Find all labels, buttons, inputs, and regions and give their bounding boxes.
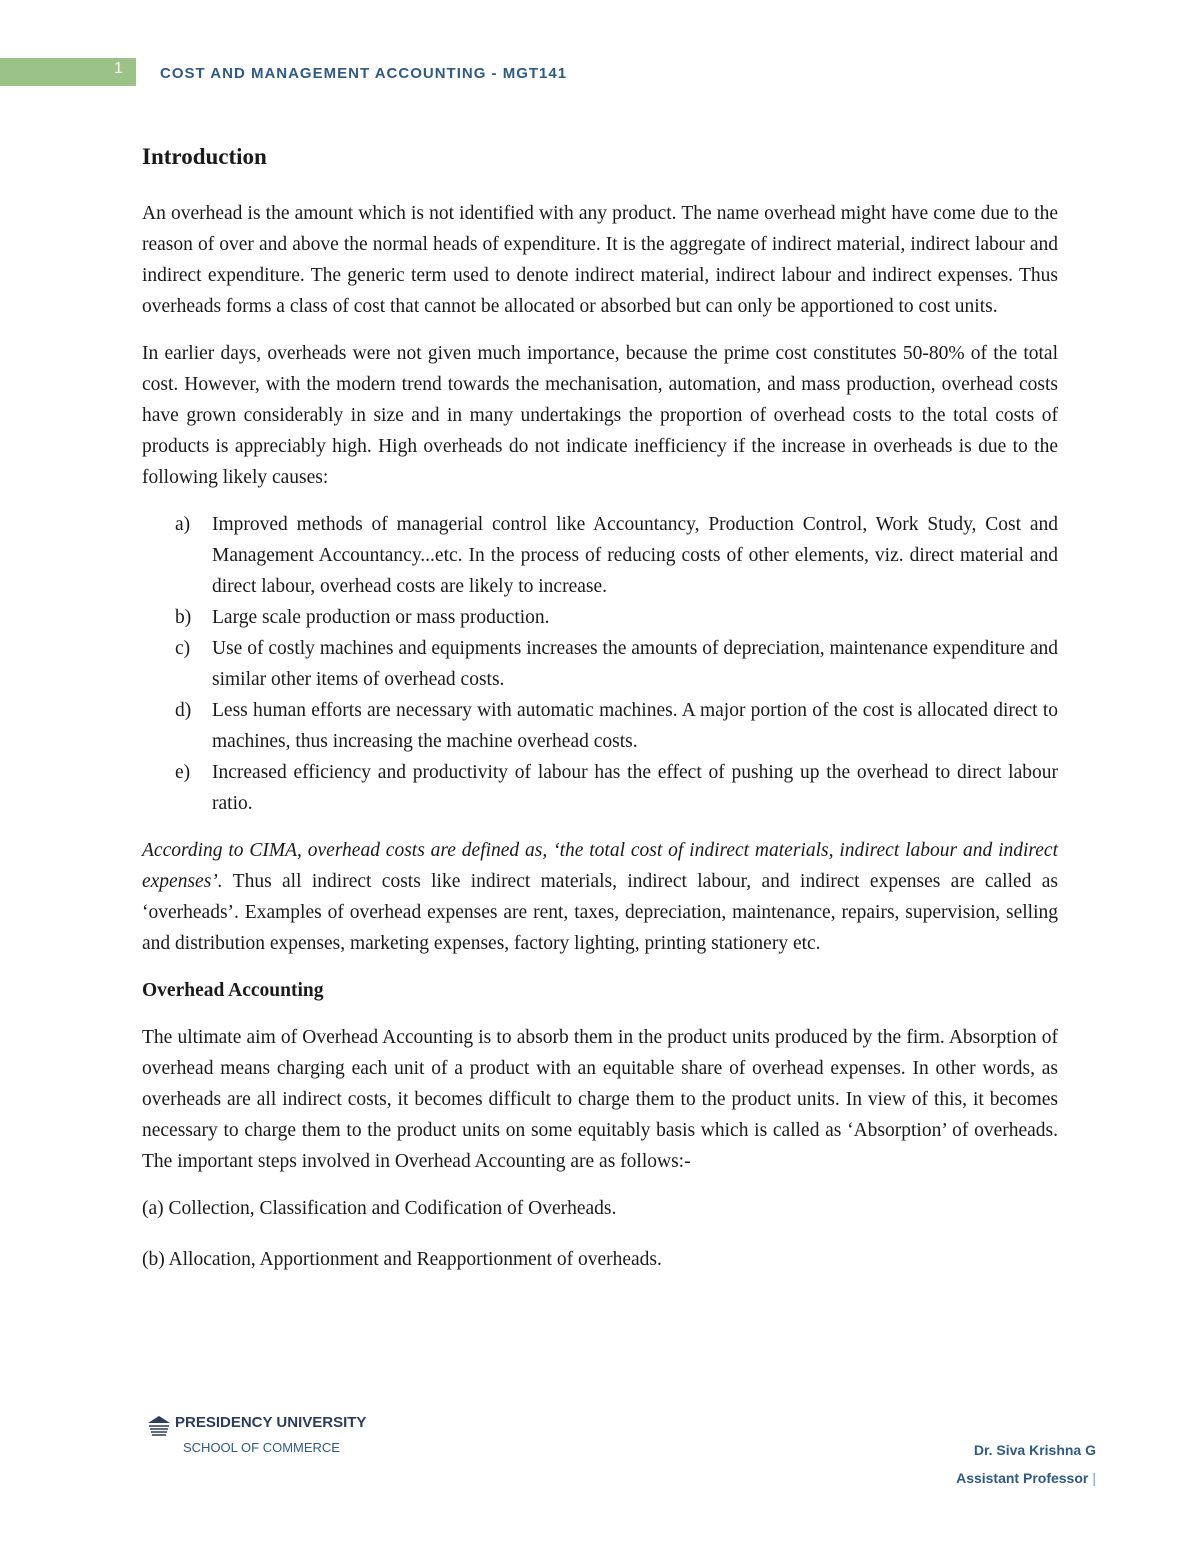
author-title-line bbox=[956, 1464, 1096, 1492]
list-item-text: Use of costly machines and equipments increases the amounts of depreciation, maintenance expenditure and similar other items of overhead costs. bbox=[212, 638, 1058, 690]
causes-list bbox=[142, 509, 1058, 819]
step-item: (b) Allocation, Apportionment and Reapportionment of overheads. bbox=[142, 1249, 662, 1270]
header-title: COST AND MANAGEMENT ACCOUNTING - MGT141 bbox=[160, 65, 568, 82]
list-item bbox=[142, 602, 1058, 633]
list-item-text: Large scale production or mass production. bbox=[212, 607, 550, 628]
section-heading-introduction: Introduction bbox=[142, 144, 267, 169]
list-marker: e) bbox=[175, 762, 191, 783]
footer-logo bbox=[145, 1412, 375, 1462]
list-item-text: Increased efficiency and productivity of labour has the effect of pushing up the overhead to direct labour ratio. bbox=[212, 762, 1058, 814]
section-heading-overhead-accounting: Overhead Accounting bbox=[142, 980, 324, 1001]
overhead-accounting-paragraph: The ultimate aim of Overhead Accounting is to absorb them in the product units produced by the firm. Absorption of overhead means charging each unit of a product with an equitable share of overhead expenses. In other words, as overheads are all indirect costs, it becomes difficult to charge them to the product units. In view of this, it becomes necessary to charge them to the product units on some equitably basis which is called as ‘Absorption’ of overheads. The important steps involved in Overhead Accounting are as follows:- bbox=[142, 1027, 1058, 1172]
list-item bbox=[142, 509, 1058, 602]
university-name: PRESIDENCY UNIVERSITY bbox=[175, 1414, 367, 1431]
intro-paragraph-2: In earlier days, overheads were not given much importance, because the prime cost constitutes 50-80% of the total cost. However, with the modern trend towards the mechanisation, automation, and mass production, overhead costs have grown considerably in size and in many undertakings the proportion of overhead costs to the total costs of products is appreciably high. High overheads do not indicate inefficiency if the increase in overheads is due to the following likely causes: bbox=[142, 343, 1058, 488]
cima-paragraph-rest: Thus all indirect costs like indirect materials, indirect labour, and indirect expenses are called as ‘overheads’. Examples of overhead expenses are rent, taxes, depreciation, maintenance, repairs, supervision, selling and distribution expenses, marketing expenses, factory lighting, printing stationery etc. bbox=[142, 871, 1058, 954]
school-name: SCHOOL OF COMMERCE bbox=[183, 1440, 340, 1455]
list-item-text: Less human efforts are necessary with automatic machines. A major portion of the cost is allocated direct to machines, thus increasing the machine overhead costs. bbox=[212, 700, 1058, 752]
list-marker: a) bbox=[175, 514, 191, 535]
list-marker: b) bbox=[175, 607, 192, 628]
author-title: Assistant Professor bbox=[956, 1470, 1089, 1486]
author-name: Dr. Siva Krishna G bbox=[973, 1442, 1096, 1458]
university-logo-icon bbox=[147, 1415, 171, 1437]
list-item bbox=[142, 695, 1058, 757]
list-item bbox=[142, 757, 1058, 819]
document-body bbox=[142, 140, 1058, 1295]
footer-separator: | bbox=[1092, 1470, 1096, 1486]
author-block bbox=[956, 1436, 1096, 1492]
cima-definition-quote: According to CIMA, overhead costs are defined as, ‘the total cost of indirect materials, indirect labour and indirect expenses’. bbox=[142, 840, 1058, 892]
list-marker: c) bbox=[175, 638, 191, 659]
list-item-text: Improved methods of managerial control like Accountancy, Production Control, Work Study, Cost and Management Accountancy...etc. In the process of reducing costs of other elements, viz. direct material and direct labour, overhead costs are likely to increase. bbox=[212, 514, 1058, 597]
cima-paragraph bbox=[142, 835, 1058, 959]
intro-paragraph-1: An overhead is the amount which is not identified with any product. The name overhead might have come due to the reason of over and above the normal heads of expenditure. It is the aggregate of indirect material, indirect labour and indirect expenditure. The generic term used to denote indirect material, indirect labour and indirect expenses. Thus overheads forms a class of cost that cannot be allocated or absorbed but can only be apportioned to cost units. bbox=[142, 203, 1058, 317]
step-item: (a) Collection, Classification and Codification of Overheads. bbox=[142, 1198, 617, 1219]
page-number: 1 bbox=[114, 60, 123, 77]
list-item bbox=[142, 633, 1058, 695]
list-marker: d) bbox=[175, 700, 192, 721]
